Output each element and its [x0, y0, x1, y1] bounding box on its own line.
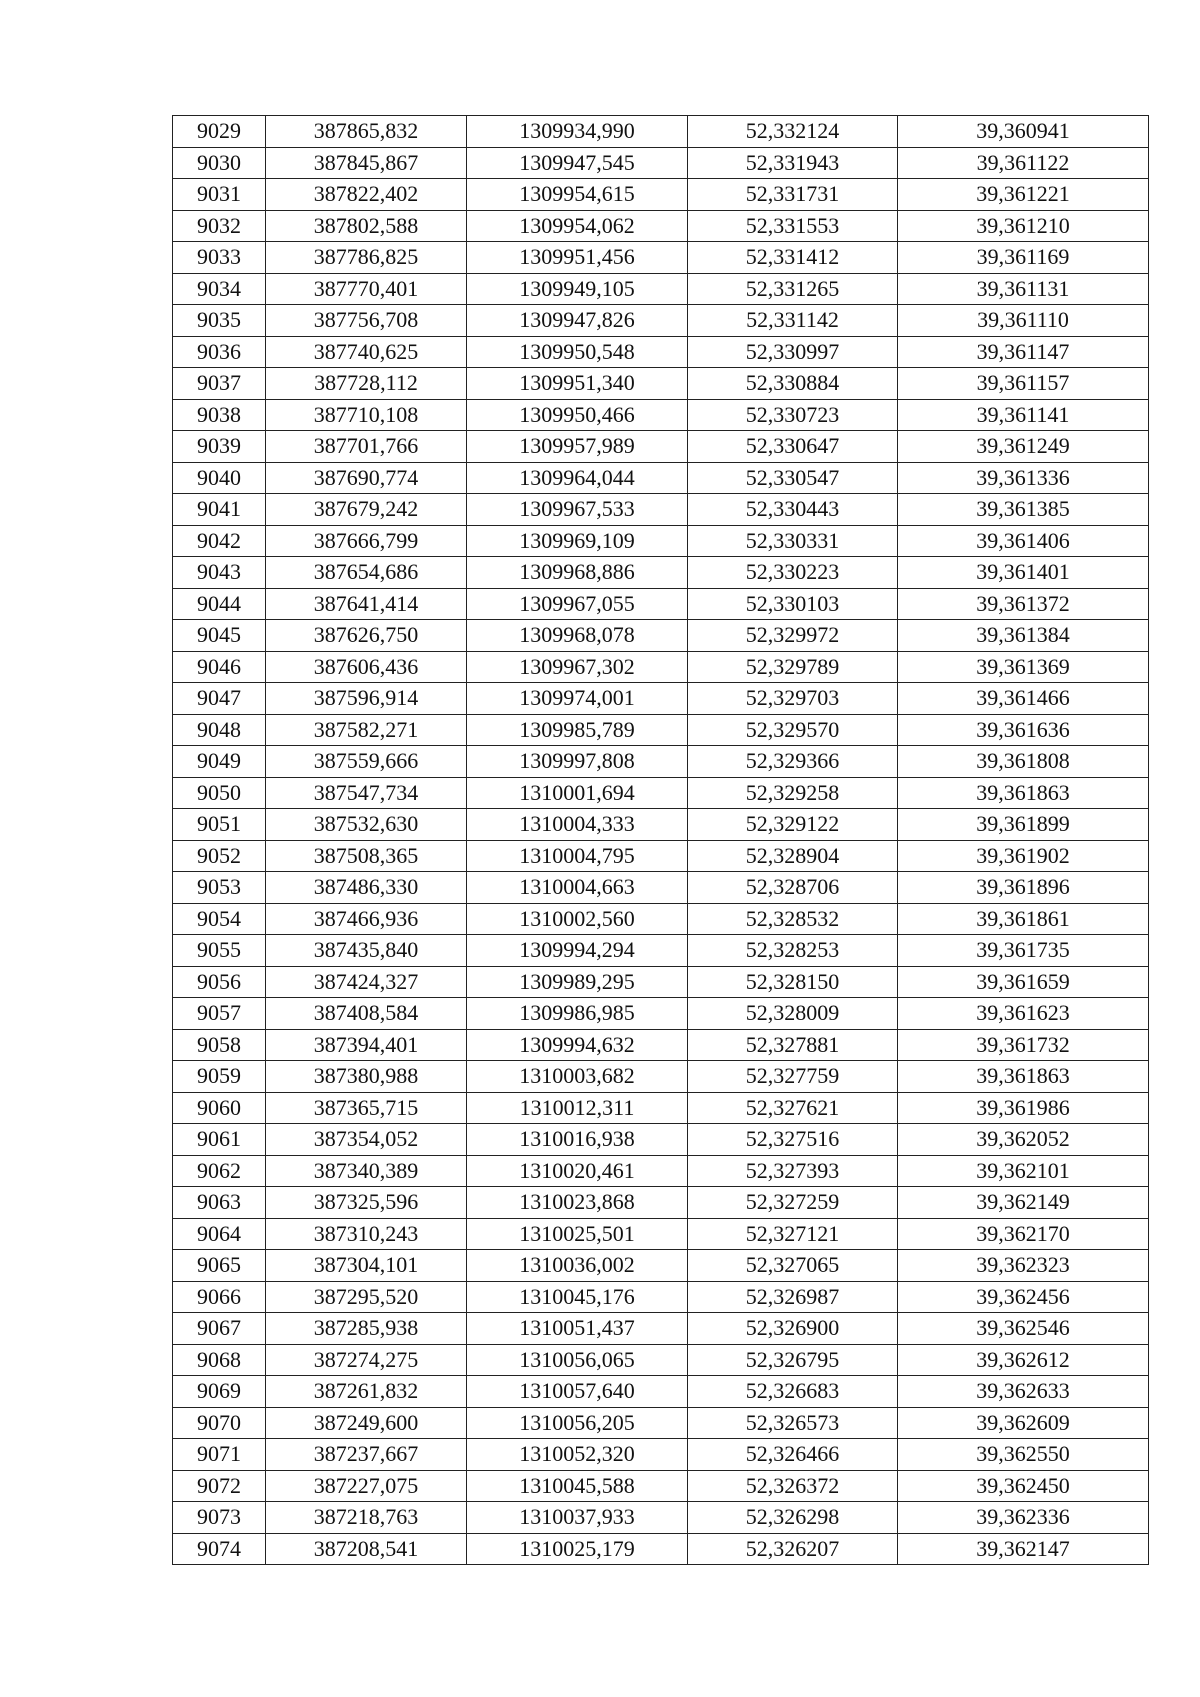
table-row — [173, 620, 1149, 652]
longitude-cell: 39,361122 — [898, 147, 1149, 179]
point-number-cell: 9051 — [173, 809, 266, 841]
y-coordinate-cell: 1310003,682 — [467, 1061, 688, 1093]
point-number-cell: 9029 — [173, 116, 266, 148]
point-number-cell: 9049 — [173, 746, 266, 778]
y-coordinate-cell: 1310052,320 — [467, 1439, 688, 1471]
table-row — [173, 368, 1149, 400]
longitude-cell: 39,362609 — [898, 1407, 1149, 1439]
longitude-cell: 39,362456 — [898, 1281, 1149, 1313]
latitude-cell: 52,326573 — [688, 1407, 898, 1439]
point-number-cell: 9031 — [173, 179, 266, 211]
longitude-cell: 39,361896 — [898, 872, 1149, 904]
x-coordinate-cell: 387227,075 — [266, 1470, 467, 1502]
point-number-cell: 9060 — [173, 1092, 266, 1124]
latitude-cell: 52,329366 — [688, 746, 898, 778]
x-coordinate-cell: 387728,112 — [266, 368, 467, 400]
table-row — [173, 179, 1149, 211]
point-number-cell: 9064 — [173, 1218, 266, 1250]
longitude-cell: 39,360941 — [898, 116, 1149, 148]
table-row — [173, 1124, 1149, 1156]
latitude-cell: 52,327259 — [688, 1187, 898, 1219]
latitude-cell: 52,330884 — [688, 368, 898, 400]
table-row — [173, 588, 1149, 620]
table-row — [173, 462, 1149, 494]
latitude-cell: 52,330223 — [688, 557, 898, 589]
latitude-cell: 52,326466 — [688, 1439, 898, 1471]
table-row — [173, 1439, 1149, 1471]
longitude-cell: 39,361902 — [898, 840, 1149, 872]
x-coordinate-cell: 387532,630 — [266, 809, 467, 841]
point-number-cell: 9052 — [173, 840, 266, 872]
y-coordinate-cell: 1309967,533 — [467, 494, 688, 526]
y-coordinate-cell: 1309950,548 — [467, 336, 688, 368]
y-coordinate-cell: 1309934,990 — [467, 116, 688, 148]
y-coordinate-cell: 1310023,868 — [467, 1187, 688, 1219]
point-number-cell: 9050 — [173, 777, 266, 809]
x-coordinate-cell: 387285,938 — [266, 1313, 467, 1345]
longitude-cell: 39,362170 — [898, 1218, 1149, 1250]
x-coordinate-cell: 387822,402 — [266, 179, 467, 211]
point-number-cell: 9058 — [173, 1029, 266, 1061]
x-coordinate-cell: 387218,763 — [266, 1502, 467, 1534]
longitude-cell: 39,361221 — [898, 179, 1149, 211]
y-coordinate-cell: 1309968,886 — [467, 557, 688, 589]
longitude-cell: 39,361384 — [898, 620, 1149, 652]
x-coordinate-cell: 387786,825 — [266, 242, 467, 274]
longitude-cell: 39,361336 — [898, 462, 1149, 494]
longitude-cell: 39,361466 — [898, 683, 1149, 715]
table-row — [173, 1533, 1149, 1565]
x-coordinate-cell: 387354,052 — [266, 1124, 467, 1156]
point-number-cell: 9037 — [173, 368, 266, 400]
y-coordinate-cell: 1309951,340 — [467, 368, 688, 400]
x-coordinate-cell: 387508,365 — [266, 840, 467, 872]
longitude-cell: 39,361986 — [898, 1092, 1149, 1124]
latitude-cell: 52,327121 — [688, 1218, 898, 1250]
table-row — [173, 1187, 1149, 1219]
point-number-cell: 9046 — [173, 651, 266, 683]
x-coordinate-cell: 387641,414 — [266, 588, 467, 620]
longitude-cell: 39,362147 — [898, 1533, 1149, 1565]
latitude-cell: 52,331412 — [688, 242, 898, 274]
table-row — [173, 1250, 1149, 1282]
table-row — [173, 431, 1149, 463]
longitude-cell: 39,362612 — [898, 1344, 1149, 1376]
longitude-cell: 39,361636 — [898, 714, 1149, 746]
point-number-cell: 9038 — [173, 399, 266, 431]
y-coordinate-cell: 1310057,640 — [467, 1376, 688, 1408]
latitude-cell: 52,331553 — [688, 210, 898, 242]
table-row — [173, 651, 1149, 683]
x-coordinate-cell: 387295,520 — [266, 1281, 467, 1313]
y-coordinate-cell: 1310037,933 — [467, 1502, 688, 1534]
y-coordinate-cell: 1309947,545 — [467, 147, 688, 179]
y-coordinate-cell: 1309974,001 — [467, 683, 688, 715]
table-row — [173, 116, 1149, 148]
x-coordinate-cell: 387249,600 — [266, 1407, 467, 1439]
y-coordinate-cell: 1310045,176 — [467, 1281, 688, 1313]
table-row — [173, 1281, 1149, 1313]
table-body — [173, 116, 1149, 1565]
point-number-cell: 9047 — [173, 683, 266, 715]
longitude-cell: 39,361659 — [898, 966, 1149, 998]
table-row — [173, 966, 1149, 998]
longitude-cell: 39,361385 — [898, 494, 1149, 526]
y-coordinate-cell: 1310004,795 — [467, 840, 688, 872]
table-row — [173, 399, 1149, 431]
longitude-cell: 39,361249 — [898, 431, 1149, 463]
table-row — [173, 273, 1149, 305]
latitude-cell: 52,331731 — [688, 179, 898, 211]
latitude-cell: 52,326987 — [688, 1281, 898, 1313]
x-coordinate-cell: 387666,799 — [266, 525, 467, 557]
coordinates-table — [172, 115, 1149, 1565]
latitude-cell: 52,326900 — [688, 1313, 898, 1345]
table-row — [173, 1061, 1149, 1093]
table-row — [173, 714, 1149, 746]
longitude-cell: 39,361147 — [898, 336, 1149, 368]
table-row — [173, 1029, 1149, 1061]
table-row — [173, 903, 1149, 935]
y-coordinate-cell: 1309951,456 — [467, 242, 688, 274]
longitude-cell: 39,361110 — [898, 305, 1149, 337]
longitude-cell: 39,361169 — [898, 242, 1149, 274]
x-coordinate-cell: 387208,541 — [266, 1533, 467, 1565]
x-coordinate-cell: 387408,584 — [266, 998, 467, 1030]
point-number-cell: 9066 — [173, 1281, 266, 1313]
x-coordinate-cell: 387380,988 — [266, 1061, 467, 1093]
longitude-cell: 39,362149 — [898, 1187, 1149, 1219]
y-coordinate-cell: 1310051,437 — [467, 1313, 688, 1345]
latitude-cell: 52,328150 — [688, 966, 898, 998]
latitude-cell: 52,330331 — [688, 525, 898, 557]
longitude-cell: 39,361808 — [898, 746, 1149, 778]
point-number-cell: 9056 — [173, 966, 266, 998]
longitude-cell: 39,361735 — [898, 935, 1149, 967]
latitude-cell: 52,330647 — [688, 431, 898, 463]
y-coordinate-cell: 1310002,560 — [467, 903, 688, 935]
latitude-cell: 52,327759 — [688, 1061, 898, 1093]
x-coordinate-cell: 387756,708 — [266, 305, 467, 337]
y-coordinate-cell: 1310001,694 — [467, 777, 688, 809]
latitude-cell: 52,329570 — [688, 714, 898, 746]
y-coordinate-cell: 1309968,078 — [467, 620, 688, 652]
x-coordinate-cell: 387340,389 — [266, 1155, 467, 1187]
longitude-cell: 39,361863 — [898, 777, 1149, 809]
point-number-cell: 9072 — [173, 1470, 266, 1502]
x-coordinate-cell: 387802,588 — [266, 210, 467, 242]
point-number-cell: 9068 — [173, 1344, 266, 1376]
point-number-cell: 9054 — [173, 903, 266, 935]
longitude-cell: 39,362546 — [898, 1313, 1149, 1345]
longitude-cell: 39,362323 — [898, 1250, 1149, 1282]
latitude-cell: 52,328532 — [688, 903, 898, 935]
y-coordinate-cell: 1309967,055 — [467, 588, 688, 620]
longitude-cell: 39,361732 — [898, 1029, 1149, 1061]
point-number-cell: 9040 — [173, 462, 266, 494]
point-number-cell: 9030 — [173, 147, 266, 179]
point-number-cell: 9053 — [173, 872, 266, 904]
longitude-cell: 39,362550 — [898, 1439, 1149, 1471]
table-row — [173, 840, 1149, 872]
latitude-cell: 52,327516 — [688, 1124, 898, 1156]
x-coordinate-cell: 387770,401 — [266, 273, 467, 305]
x-coordinate-cell: 387237,667 — [266, 1439, 467, 1471]
y-coordinate-cell: 1309949,105 — [467, 273, 688, 305]
y-coordinate-cell: 1309957,989 — [467, 431, 688, 463]
x-coordinate-cell: 387274,275 — [266, 1344, 467, 1376]
x-coordinate-cell: 387701,766 — [266, 431, 467, 463]
table-row — [173, 494, 1149, 526]
y-coordinate-cell: 1309967,302 — [467, 651, 688, 683]
latitude-cell: 52,326298 — [688, 1502, 898, 1534]
y-coordinate-cell: 1310036,002 — [467, 1250, 688, 1282]
table-row — [173, 1407, 1149, 1439]
table-row — [173, 935, 1149, 967]
latitude-cell: 52,326207 — [688, 1533, 898, 1565]
table-row — [173, 557, 1149, 589]
point-number-cell: 9048 — [173, 714, 266, 746]
point-number-cell: 9044 — [173, 588, 266, 620]
point-number-cell: 9055 — [173, 935, 266, 967]
point-number-cell: 9039 — [173, 431, 266, 463]
latitude-cell: 52,328009 — [688, 998, 898, 1030]
latitude-cell: 52,328253 — [688, 935, 898, 967]
point-number-cell: 9057 — [173, 998, 266, 1030]
longitude-cell: 39,361406 — [898, 525, 1149, 557]
latitude-cell: 52,330547 — [688, 462, 898, 494]
x-coordinate-cell: 387606,436 — [266, 651, 467, 683]
x-coordinate-cell: 387740,625 — [266, 336, 467, 368]
point-number-cell: 9033 — [173, 242, 266, 274]
x-coordinate-cell: 387710,108 — [266, 399, 467, 431]
y-coordinate-cell: 1310025,179 — [467, 1533, 688, 1565]
latitude-cell: 52,330997 — [688, 336, 898, 368]
latitude-cell: 52,326795 — [688, 1344, 898, 1376]
point-number-cell: 9065 — [173, 1250, 266, 1282]
latitude-cell: 52,330443 — [688, 494, 898, 526]
point-number-cell: 9045 — [173, 620, 266, 652]
longitude-cell: 39,361372 — [898, 588, 1149, 620]
table-row — [173, 210, 1149, 242]
point-number-cell: 9069 — [173, 1376, 266, 1408]
longitude-cell: 39,361623 — [898, 998, 1149, 1030]
point-number-cell: 9070 — [173, 1407, 266, 1439]
table-row — [173, 998, 1149, 1030]
x-coordinate-cell: 387304,101 — [266, 1250, 467, 1282]
latitude-cell: 52,331265 — [688, 273, 898, 305]
x-coordinate-cell: 387261,832 — [266, 1376, 467, 1408]
table-row — [173, 683, 1149, 715]
longitude-cell: 39,361861 — [898, 903, 1149, 935]
table-row — [173, 809, 1149, 841]
latitude-cell: 52,326683 — [688, 1376, 898, 1408]
table-row — [173, 1092, 1149, 1124]
x-coordinate-cell: 387486,330 — [266, 872, 467, 904]
latitude-cell: 52,328706 — [688, 872, 898, 904]
point-number-cell: 9043 — [173, 557, 266, 589]
table-row — [173, 1344, 1149, 1376]
table-row — [173, 305, 1149, 337]
longitude-cell: 39,361899 — [898, 809, 1149, 841]
x-coordinate-cell: 387626,750 — [266, 620, 467, 652]
x-coordinate-cell: 387394,401 — [266, 1029, 467, 1061]
latitude-cell: 52,329122 — [688, 809, 898, 841]
latitude-cell: 52,331943 — [688, 147, 898, 179]
y-coordinate-cell: 1309954,062 — [467, 210, 688, 242]
x-coordinate-cell: 387310,243 — [266, 1218, 467, 1250]
latitude-cell: 52,329703 — [688, 683, 898, 715]
y-coordinate-cell: 1309954,615 — [467, 179, 688, 211]
y-coordinate-cell: 1310012,311 — [467, 1092, 688, 1124]
latitude-cell: 52,329258 — [688, 777, 898, 809]
latitude-cell: 52,332124 — [688, 116, 898, 148]
y-coordinate-cell: 1309994,632 — [467, 1029, 688, 1061]
point-number-cell: 9061 — [173, 1124, 266, 1156]
longitude-cell: 39,361141 — [898, 399, 1149, 431]
y-coordinate-cell: 1310056,205 — [467, 1407, 688, 1439]
x-coordinate-cell: 387365,715 — [266, 1092, 467, 1124]
latitude-cell: 52,331142 — [688, 305, 898, 337]
latitude-cell: 52,327881 — [688, 1029, 898, 1061]
x-coordinate-cell: 387596,914 — [266, 683, 467, 715]
table-row — [173, 777, 1149, 809]
table-row — [173, 1470, 1149, 1502]
point-number-cell: 9032 — [173, 210, 266, 242]
latitude-cell: 52,328904 — [688, 840, 898, 872]
table-row — [173, 147, 1149, 179]
longitude-cell: 39,361863 — [898, 1061, 1149, 1093]
latitude-cell: 52,327621 — [688, 1092, 898, 1124]
x-coordinate-cell: 387690,774 — [266, 462, 467, 494]
point-number-cell: 9034 — [173, 273, 266, 305]
latitude-cell: 52,327393 — [688, 1155, 898, 1187]
point-number-cell: 9042 — [173, 525, 266, 557]
table-row — [173, 1376, 1149, 1408]
y-coordinate-cell: 1309994,294 — [467, 935, 688, 967]
x-coordinate-cell: 387865,832 — [266, 116, 467, 148]
y-coordinate-cell: 1309969,109 — [467, 525, 688, 557]
point-number-cell: 9062 — [173, 1155, 266, 1187]
longitude-cell: 39,361210 — [898, 210, 1149, 242]
table-row — [173, 242, 1149, 274]
y-coordinate-cell: 1310016,938 — [467, 1124, 688, 1156]
latitude-cell: 52,326372 — [688, 1470, 898, 1502]
table-row — [173, 746, 1149, 778]
y-coordinate-cell: 1310045,588 — [467, 1470, 688, 1502]
x-coordinate-cell: 387582,271 — [266, 714, 467, 746]
x-coordinate-cell: 387559,666 — [266, 746, 467, 778]
point-number-cell: 9074 — [173, 1533, 266, 1565]
x-coordinate-cell: 387547,734 — [266, 777, 467, 809]
x-coordinate-cell: 387845,867 — [266, 147, 467, 179]
y-coordinate-cell: 1309997,808 — [467, 746, 688, 778]
table-row — [173, 872, 1149, 904]
latitude-cell: 52,329972 — [688, 620, 898, 652]
x-coordinate-cell: 387424,327 — [266, 966, 467, 998]
y-coordinate-cell: 1309986,985 — [467, 998, 688, 1030]
point-number-cell: 9071 — [173, 1439, 266, 1471]
x-coordinate-cell: 387679,242 — [266, 494, 467, 526]
y-coordinate-cell: 1310025,501 — [467, 1218, 688, 1250]
table-row — [173, 1155, 1149, 1187]
point-number-cell: 9073 — [173, 1502, 266, 1534]
y-coordinate-cell: 1309950,466 — [467, 399, 688, 431]
latitude-cell: 52,330723 — [688, 399, 898, 431]
longitude-cell: 39,362101 — [898, 1155, 1149, 1187]
longitude-cell: 39,362336 — [898, 1502, 1149, 1534]
longitude-cell: 39,361401 — [898, 557, 1149, 589]
latitude-cell: 52,327065 — [688, 1250, 898, 1282]
table-row — [173, 1218, 1149, 1250]
longitude-cell: 39,361157 — [898, 368, 1149, 400]
longitude-cell: 39,361369 — [898, 651, 1149, 683]
x-coordinate-cell: 387654,686 — [266, 557, 467, 589]
y-coordinate-cell: 1309947,826 — [467, 305, 688, 337]
longitude-cell: 39,361131 — [898, 273, 1149, 305]
table-row — [173, 1502, 1149, 1534]
table-row — [173, 336, 1149, 368]
table-row — [173, 525, 1149, 557]
latitude-cell: 52,329789 — [688, 651, 898, 683]
y-coordinate-cell: 1310004,333 — [467, 809, 688, 841]
latitude-cell: 52,330103 — [688, 588, 898, 620]
y-coordinate-cell: 1310004,663 — [467, 872, 688, 904]
x-coordinate-cell: 387466,936 — [266, 903, 467, 935]
y-coordinate-cell: 1309985,789 — [467, 714, 688, 746]
longitude-cell: 39,362633 — [898, 1376, 1149, 1408]
point-number-cell: 9059 — [173, 1061, 266, 1093]
table-row — [173, 1313, 1149, 1345]
x-coordinate-cell: 387325,596 — [266, 1187, 467, 1219]
point-number-cell: 9067 — [173, 1313, 266, 1345]
y-coordinate-cell: 1309964,044 — [467, 462, 688, 494]
point-number-cell: 9041 — [173, 494, 266, 526]
point-number-cell: 9035 — [173, 305, 266, 337]
y-coordinate-cell: 1309989,295 — [467, 966, 688, 998]
point-number-cell: 9036 — [173, 336, 266, 368]
longitude-cell: 39,362450 — [898, 1470, 1149, 1502]
y-coordinate-cell: 1310056,065 — [467, 1344, 688, 1376]
longitude-cell: 39,362052 — [898, 1124, 1149, 1156]
x-coordinate-cell: 387435,840 — [266, 935, 467, 967]
point-number-cell: 9063 — [173, 1187, 266, 1219]
y-coordinate-cell: 1310020,461 — [467, 1155, 688, 1187]
